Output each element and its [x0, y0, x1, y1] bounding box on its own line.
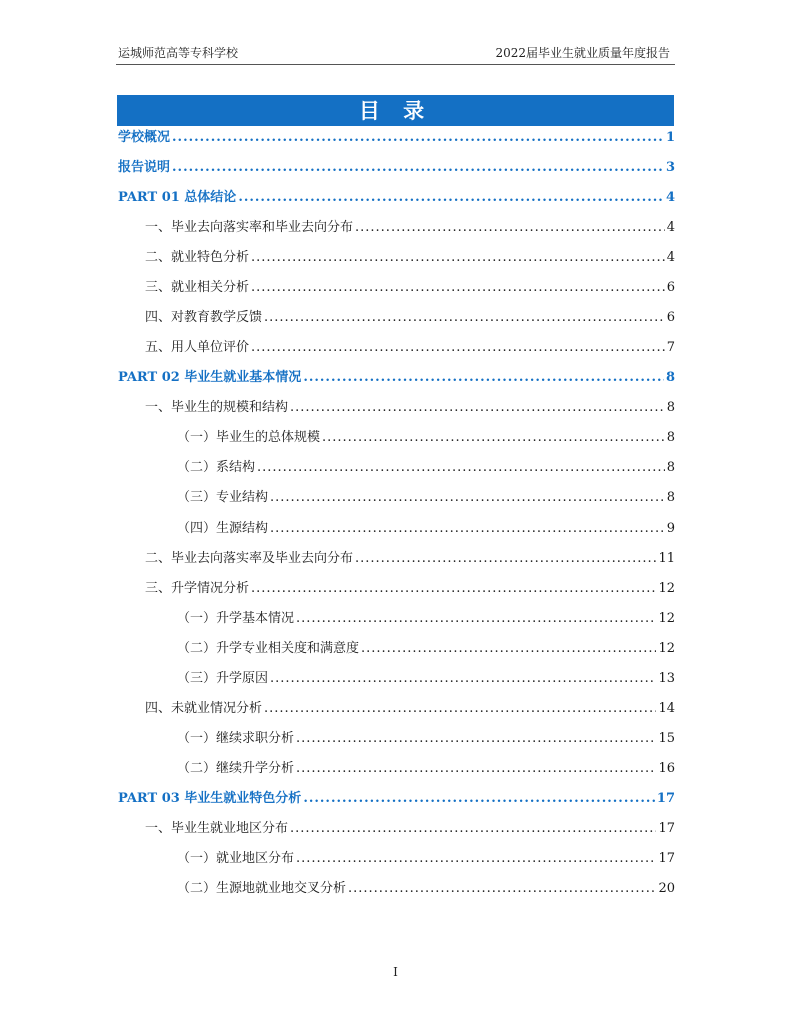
toc-entry-label: （一）继续求职分析 [177, 730, 295, 746]
toc-entry-label: 二、毕业去向落实率及毕业去向分布 [145, 550, 354, 566]
toc-entry[interactable] [145, 278, 675, 298]
toc-leader-dots [251, 579, 656, 599]
toc-entry-label: 三、升学情况分析 [145, 580, 250, 596]
toc-entry[interactable] [177, 488, 675, 508]
toc-entry-label: （三）升学原因 [177, 670, 269, 686]
toc-entry-page: 6 [666, 280, 675, 296]
toc-leader-dots [361, 639, 656, 659]
toc-title: 目 录 [117, 95, 674, 126]
toc-leader-dots [172, 128, 664, 148]
toc-entry[interactable] [118, 158, 675, 178]
toc-entry-label: 五、用人单位评价 [145, 340, 250, 356]
toc-leader-dots [355, 218, 665, 238]
toc-entry[interactable] [177, 609, 675, 629]
toc-entry[interactable] [177, 849, 675, 869]
toc-leader-dots [296, 729, 656, 749]
toc-entry-page: 17 [656, 790, 675, 806]
toc-entry-label: （二）继续升学分析 [177, 760, 295, 776]
toc-entry[interactable] [177, 729, 675, 749]
toc-entry-label: （三）专业结构 [177, 490, 269, 506]
toc-entry[interactable] [177, 669, 675, 689]
toc-leader-dots [296, 609, 656, 629]
toc-entry-page: 11 [658, 550, 675, 566]
toc-leader-dots [270, 519, 665, 539]
toc-entry-label: 一、毕业去向落实率和毕业去向分布 [145, 220, 354, 236]
toc-leader-dots [264, 699, 656, 719]
toc-entry-page: 12 [658, 610, 675, 626]
toc-entry-page: 12 [658, 580, 675, 596]
toc-entry-label: （二）系结构 [177, 460, 256, 476]
toc-entry-label: PART 01 总体结论 [118, 190, 237, 206]
toc-entry-label: （二）生源地就业地交叉分析 [177, 881, 347, 896]
toc-leader-dots [303, 789, 655, 809]
toc-entry-page: 8 [666, 490, 675, 506]
toc-entry[interactable] [177, 519, 675, 539]
toc-leader-dots [264, 308, 665, 328]
toc-leader-dots [251, 248, 665, 268]
toc-entry-page: 13 [658, 670, 675, 686]
toc-leader-dots [322, 428, 665, 448]
toc-entry[interactable] [177, 759, 675, 779]
toc-entry-label: PART 03 毕业生就业特色分析 [118, 790, 302, 806]
toc-entry[interactable] [177, 428, 675, 448]
toc-leader-dots [172, 158, 664, 178]
toc-entry-page: 15 [658, 730, 675, 746]
toc-entry[interactable] [145, 248, 675, 268]
page-number: I [393, 965, 398, 979]
toc-entry[interactable] [177, 458, 675, 478]
toc-entry[interactable] [145, 549, 675, 569]
toc-entry-page: 3 [665, 160, 675, 176]
toc-entry-page: 12 [658, 640, 675, 656]
toc-leader-dots [355, 549, 656, 569]
toc-entry[interactable] [145, 819, 675, 839]
toc-leader-dots [251, 338, 665, 358]
toc-entry-page: 6 [666, 310, 675, 326]
toc-entry-page: 8 [666, 400, 675, 416]
toc-leader-dots [290, 819, 656, 839]
toc-entry-label: 报告说明 [118, 160, 171, 176]
toc-entry-label: PART 02 毕业生就业基本情况 [118, 370, 302, 386]
toc-entry[interactable] [118, 188, 675, 208]
toc-entry-page: 8 [665, 370, 675, 386]
header-report-title: 2022届毕业生就业质量年度报告 [495, 46, 670, 60]
header-school-name: 运城师范高等专科学校 [118, 46, 239, 60]
toc-entry-page: 4 [665, 190, 675, 206]
toc-entry-label: （二）升学专业相关度和满意度 [177, 640, 360, 656]
toc-leader-dots [303, 368, 664, 388]
toc-entry-label: 一、毕业生就业地区分布 [145, 820, 289, 836]
toc-leader-dots [290, 398, 665, 418]
toc-entry-label: （四）生源结构 [177, 520, 269, 536]
toc-entry[interactable] [177, 879, 675, 899]
toc-entry-page: 8 [666, 460, 675, 476]
toc-entry[interactable] [145, 398, 675, 418]
toc-leader-dots [296, 759, 656, 779]
toc-entry[interactable] [177, 639, 675, 659]
toc-entry-label: 学校概况 [118, 130, 171, 145]
toc-entry[interactable] [118, 789, 675, 809]
toc-entry-page: 9 [666, 520, 675, 536]
toc-entry-page: 17 [658, 850, 675, 866]
toc-entry-page: 8 [666, 430, 675, 446]
toc-entry-page: 4 [666, 220, 675, 236]
toc-entry-page: 1 [665, 130, 675, 145]
toc-entry-page: 17 [658, 820, 675, 836]
toc-entry-page: 20 [658, 881, 675, 896]
toc-entry-label: （一）毕业生的总体规模 [177, 430, 321, 446]
toc-entry-label: 二、就业特色分析 [145, 250, 250, 266]
toc-entry-page: 14 [658, 700, 675, 716]
toc-leader-dots [296, 849, 656, 869]
toc-leader-dots [257, 458, 665, 478]
toc-leader-dots [270, 669, 656, 689]
toc-entry-label: 四、未就业情况分析 [145, 700, 263, 716]
toc-entry[interactable] [145, 218, 675, 238]
toc-entry-page: 4 [666, 250, 675, 266]
toc-entry-page: 7 [666, 340, 675, 356]
toc-leader-dots [270, 488, 665, 508]
toc-leader-dots [348, 879, 656, 899]
toc-leader-dots [238, 188, 664, 208]
toc-entry-label: （一）升学基本情况 [177, 610, 295, 626]
toc-entry[interactable] [118, 128, 675, 148]
toc-entry-label: （一）就业地区分布 [177, 850, 295, 866]
toc-entry[interactable] [145, 308, 675, 328]
toc-entry-label: 四、对教育教学反馈 [145, 310, 263, 326]
toc-entry[interactable] [145, 338, 675, 358]
toc-entry[interactable] [145, 699, 675, 719]
toc-entry[interactable] [145, 579, 675, 599]
toc-entry[interactable] [118, 368, 675, 388]
toc-leader-dots [251, 278, 665, 298]
header-rule [116, 64, 675, 65]
toc-entry-page: 16 [658, 760, 675, 776]
toc-entry-label: 一、毕业生的规模和结构 [145, 400, 289, 416]
toc-entry-label: 三、就业相关分析 [145, 280, 250, 296]
